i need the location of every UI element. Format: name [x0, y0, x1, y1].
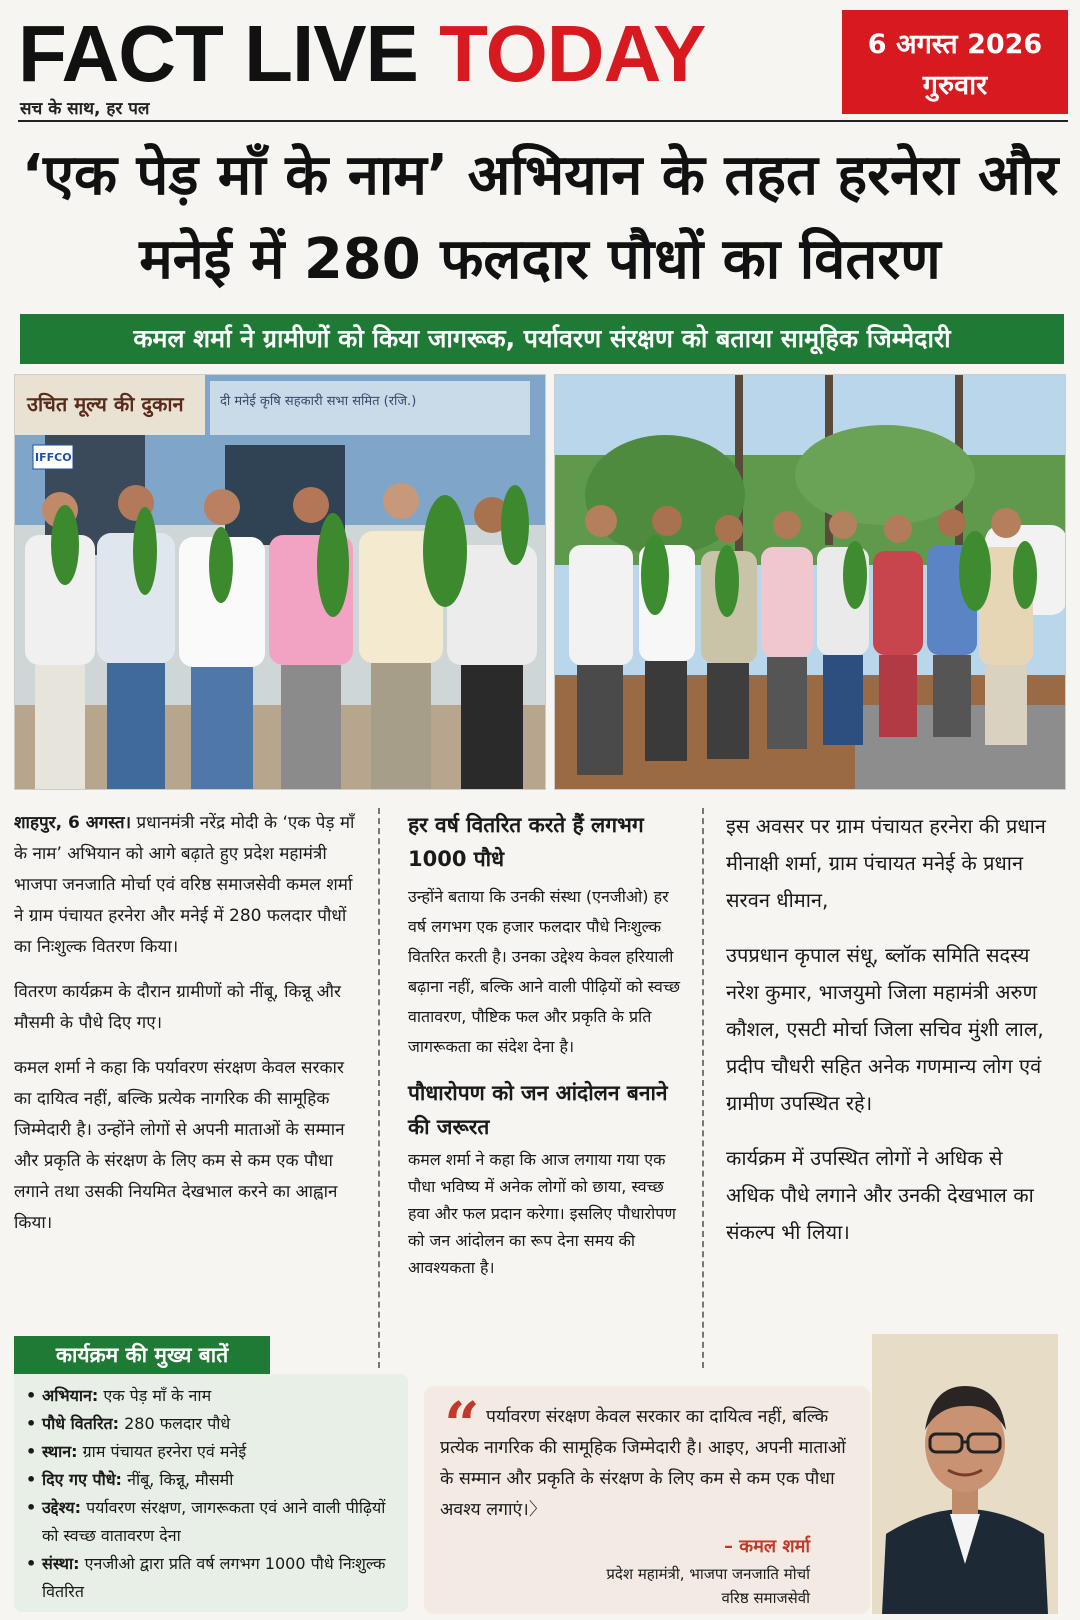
issue-date: 6 अगस्त 2026	[867, 29, 1043, 60]
masthead-rule	[18, 120, 1068, 122]
sign-society: दी मनेई कृषि सहकारी सभा समित (रजि.)	[220, 394, 417, 409]
highlight-label: दिए गए पौधे:	[42, 1470, 122, 1489]
highlight-item	[26, 1438, 398, 1466]
dateline: शाहपुर, 6 अगस्त।	[14, 813, 132, 833]
column2-paragraph-1: उन्होंने बताया कि उनकी संस्था (एनजीओ) हर वर्ष लगभग एक हजार फलदार पौधे निःशुल्क वितरित करती है। उनका उद्देश्य केवल हरियाली बढ़ाना नहीं, बल्कि आने वाली पीढ़ियों को स्वच्छ वातावरण, पौष्टिक फल और प्रकृति के प्रति जागरूकता का संदेश देना है।	[408, 887, 681, 1056]
author-portrait	[872, 1334, 1058, 1614]
quote-body: पर्यावरण संरक्षण केवल सरकार का दायित्व नहीं, बल्कि प्रत्येक नागरिक की सामूहिक जिम्मेदारी है। आइए, अपनी माताओं के सम्मान और प्रकृति के संरक्षण के लिए कम से कम एक पौधा अवश्य लगाएं।	[440, 1407, 846, 1520]
column3-paragraph-2: उपप्रधान कृपाल संधू, ब्लॉक समिति सदस्य नरेश कुमार, भाजयुमो जिला महामंत्री अरुण कौशल, एसटी मोर्चा जिला सचिव मुंशी लाल, प्रदीप चौधरी सहित अनेक गणमान्य लोग एवं ग्रामीण उपस्थित रहे।	[726, 943, 1044, 1115]
quote-designation	[606, 1562, 810, 1610]
article-column-3	[726, 808, 1046, 1269]
highlight-value: एक पेड़ माँ के नाम	[103, 1386, 212, 1405]
issue-day: गुरुवार	[922, 70, 988, 101]
quote-close-mark: 〉	[528, 1500, 547, 1520]
masthead	[18, 8, 1068, 122]
article-column-1	[14, 808, 366, 1253]
highlight-value: 280 फलदार पौधे	[124, 1414, 231, 1433]
designation-line-1: प्रदेश महामंत्री, भाजपा जनजाति मोर्चा	[606, 1565, 810, 1583]
article-paragraph-1	[14, 808, 366, 963]
photo-right-illustration	[555, 375, 1066, 790]
column2-paragraph-2: कमल शर्मा ने कहा कि आज लगाया गया एक पौधा भविष्य में अनेक लोगों को छाया, स्वच्छ हवा और फल प्रदान करेगा। इसलिए पौधारोपण को जन आंदोलन का रूप देना समय की आवश्यकता है।	[408, 1150, 676, 1277]
photo-left-illustration	[15, 375, 546, 790]
highlight-label: उद्देश्य:	[42, 1498, 81, 1517]
quote-box	[424, 1386, 870, 1614]
column3-paragraph-1: इस अवसर पर ग्राम पंचायत हरनेरा की प्रधान मीनाक्षी शर्मा, ग्राम पंचायत मनेई के प्रधान सरवन धीमान,	[726, 814, 1046, 912]
quote-author: – कमल शर्मा	[724, 1536, 810, 1557]
highlight-item	[26, 1382, 398, 1410]
article-column-2	[408, 808, 688, 1295]
sign-iffco: IFFCO	[35, 451, 72, 464]
headline-line1: ‘एक पेड़ माँ के नाम’ अभियान के तहत हरनेरा और	[21, 143, 1059, 208]
brand-logo	[18, 8, 705, 100]
brand-part2: TODAY	[439, 9, 706, 98]
highlights-list	[26, 1382, 398, 1606]
column-divider-2	[702, 808, 704, 1368]
highlight-item	[26, 1410, 398, 1438]
portrait-illustration	[872, 1334, 1058, 1614]
quote-text	[440, 1402, 854, 1526]
paragraph-1-text: प्रधानमंत्री नरेंद्र मोदी के ‘एक पेड़ माँ के नाम’ अभियान को आगे बढ़ाते हुए प्रदेश महामंत्री भाजपा जनजाति मोर्चा एवं वरिष्ठ समाजसेवी कमल शर्मा ने ग्राम पंचायत हरनेरा और मनेई में 280 फलदार पौधों का निःशुल्क वितरण किया।	[14, 813, 355, 957]
article-paragraph-2: वितरण कार्यक्रम के दौरान ग्रामीणों को नींबू, किन्नू और मौसमी के पौधे दिए गए।	[14, 982, 341, 1033]
subheading-1: हर वर्ष वितरित करते हैं लगभग 1000 पौधे	[408, 813, 644, 871]
highlight-label: अभियान:	[42, 1386, 99, 1405]
highlights-box	[14, 1374, 408, 1612]
highlight-value: नींबू, किन्नू, मौसमी	[127, 1470, 234, 1489]
highlight-label: स्थान:	[42, 1442, 78, 1461]
highlight-item	[26, 1466, 398, 1494]
subheading-2: पौधारोपण को जन आंदोलन बनाने की जरूरत	[408, 1081, 668, 1139]
photo-left	[14, 374, 546, 790]
highlight-item	[26, 1550, 398, 1606]
headline-line2: मनेई में 280 फलदार पौधों का वितरण	[139, 227, 941, 292]
sign-shop: उचित मूल्य की दुकान	[27, 392, 184, 416]
column-divider-1	[378, 808, 380, 1368]
highlight-value: पर्यावरण संरक्षण, जागरूकता एवं आने वाली पीढ़ियों को स्वच्छ वातावरण देना	[42, 1498, 386, 1545]
highlight-item	[26, 1494, 398, 1550]
subheadline-bar: कमल शर्मा ने ग्रामीणों को किया जागरूक, पर्यावरण संरक्षण को बताया सामूहिक जिम्मेदारी	[20, 314, 1064, 364]
brand-part1: FACT LIVE	[18, 9, 418, 98]
highlight-label: संस्था:	[42, 1554, 80, 1573]
designation-line-2: वरिष्ठ समाजसेवी	[721, 1589, 810, 1607]
headline	[20, 134, 1060, 302]
tagline: सच के साथ, हर पल	[20, 99, 150, 119]
quote-mark-icon: “	[444, 1388, 480, 1461]
photo-right	[554, 374, 1066, 790]
highlight-label: पौधे वितरित:	[42, 1414, 120, 1433]
column3-paragraph-3: कार्यक्रम में उपस्थित लोगों ने अधिक से अधिक पौधे लगाने और उनकी देखभाल का संकल्प भी लिया।	[726, 1146, 1034, 1244]
highlights-title: कार्यक्रम की मुख्य बातें	[14, 1336, 270, 1374]
highlight-value: ग्राम पंचायत हरनेरा एवं मनेई	[82, 1442, 247, 1461]
highlight-value: एनजीओ द्वारा प्रति वर्ष लगभग 1000 पौधे निःशुल्क वितरित	[42, 1554, 386, 1601]
date-box	[842, 10, 1068, 114]
article-paragraph-3: कमल शर्मा ने कहा कि पर्यावरण संरक्षण केवल सरकार का दायित्व नहीं, बल्कि प्रत्येक नागरिक की सामूहिक जिम्मेदारी है। उन्होंने लोगों से अपनी माताओं के सम्मान और प्रकृति के संरक्षण के लिए कम से कम एक पौधा लगाने तथा उसकी नियमित देखभाल करने का आह्वान किया।	[14, 1058, 345, 1233]
